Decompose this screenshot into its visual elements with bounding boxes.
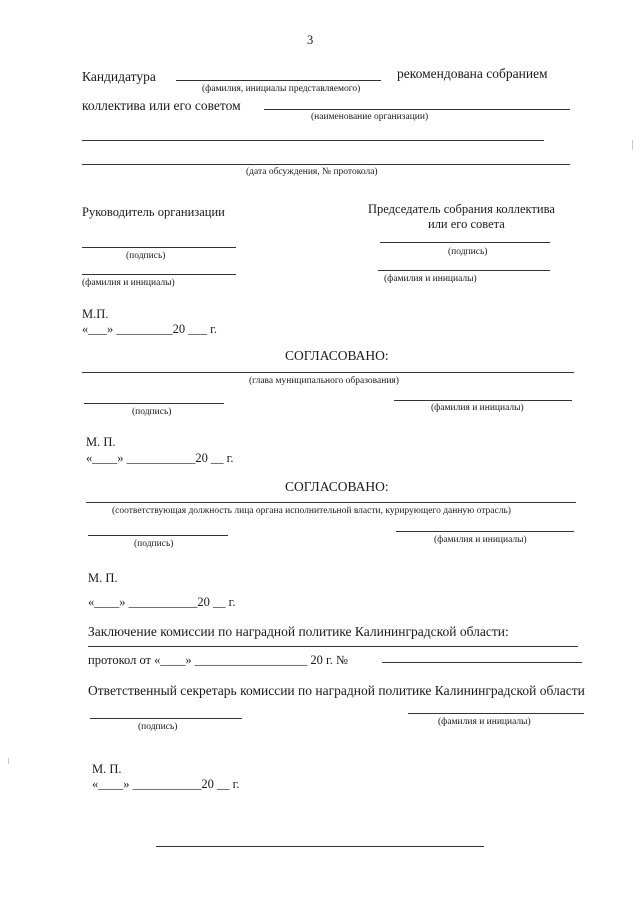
organization-line <box>264 109 570 110</box>
chair-signature-hint: (подпись) <box>448 247 488 257</box>
chair-signature-line <box>380 242 550 243</box>
agreed-2-date-line: «____» ___________20 __ г. <box>88 595 236 609</box>
secretary-signature-hint: (подпись) <box>138 722 178 732</box>
candidate-name-hint: (фамилия, инициалы представляемого) <box>202 84 361 94</box>
date-line: «___» _________20 ___ г. <box>82 322 217 336</box>
discussion-date-hint: (дата обсуждения, № протокола) <box>246 167 378 177</box>
agreed-1-signature-line <box>84 403 224 404</box>
recommended-label: рекомендована собранием <box>397 66 548 81</box>
agreed-2-name-hint: (фамилия и инициалы) <box>434 535 527 545</box>
page-number: 3 <box>307 33 314 47</box>
commission-conclusion: Заключение комиссии по наградной политике Калининградской области: <box>88 624 509 639</box>
agreed-1-signature-hint: (подпись) <box>132 407 172 417</box>
head-signature-hint: (подпись) <box>126 251 166 261</box>
protocol-line: протокол от «____» __________________ 20 г. № <box>88 653 348 667</box>
official-hint: (соответствующая должность лица органа исполнительной власти, курирующего данную отрасль) <box>112 506 511 516</box>
chair-label-2: или его совета <box>428 217 505 231</box>
commission-date-line: «____» ___________20 __ г. <box>92 777 240 791</box>
footer-line <box>156 846 484 847</box>
chair-label-1: Председатель собрания коллектива <box>368 202 555 216</box>
agreed-2-name-line <box>396 531 574 532</box>
candidacy-label: Кандидатура <box>82 69 156 84</box>
chair-name-hint: (фамилия и инициалы) <box>384 274 477 284</box>
discussion-date-line <box>82 164 570 165</box>
agreed-1-stamp: М. П. <box>86 435 116 449</box>
secretary-name-line <box>408 713 584 714</box>
agreed-title-1: СОГЛАСОВАНО: <box>285 348 389 363</box>
collective-label: коллектива или его советом <box>82 98 241 113</box>
protocol-number-line <box>382 662 582 663</box>
head-name-hint: (фамилия и инициалы) <box>82 278 175 288</box>
candidate-name-line <box>176 80 381 81</box>
municipal-head-hint: (глава муниципального образования) <box>249 376 399 386</box>
scan-edge-mark <box>632 140 633 150</box>
secretary-label: Ответственный секретарь комиссии по наградной политике Калининградской области <box>88 683 585 698</box>
agreed-1-date-line: «____» ___________20 __ г. <box>86 451 234 465</box>
municipal-head-line <box>82 372 574 373</box>
commission-stamp: М. П. <box>92 762 122 776</box>
agreed-2-stamp: М. П. <box>88 571 118 585</box>
conclusion-line <box>88 646 578 647</box>
agreed-1-name-line <box>394 400 572 401</box>
stamp-label: М.П. <box>82 307 109 321</box>
official-line <box>86 502 576 503</box>
organization-hint: (наименование организации) <box>311 112 429 122</box>
chair-name-line <box>378 270 550 271</box>
head-signature-line <box>82 247 236 248</box>
agreed-2-signature-line <box>88 535 228 536</box>
secretary-signature-line <box>90 718 242 719</box>
scan-edge-mark <box>8 758 9 764</box>
head-of-organization-label: Руководитель организации <box>82 205 225 219</box>
blank-line <box>82 140 544 141</box>
head-name-line <box>82 274 236 275</box>
agreed-2-signature-hint: (подпись) <box>134 539 174 549</box>
agreed-1-name-hint: (фамилия и инициалы) <box>431 403 524 413</box>
agreed-title-2: СОГЛАСОВАНО: <box>285 479 389 494</box>
secretary-name-hint: (фамилия и инициалы) <box>438 717 531 727</box>
